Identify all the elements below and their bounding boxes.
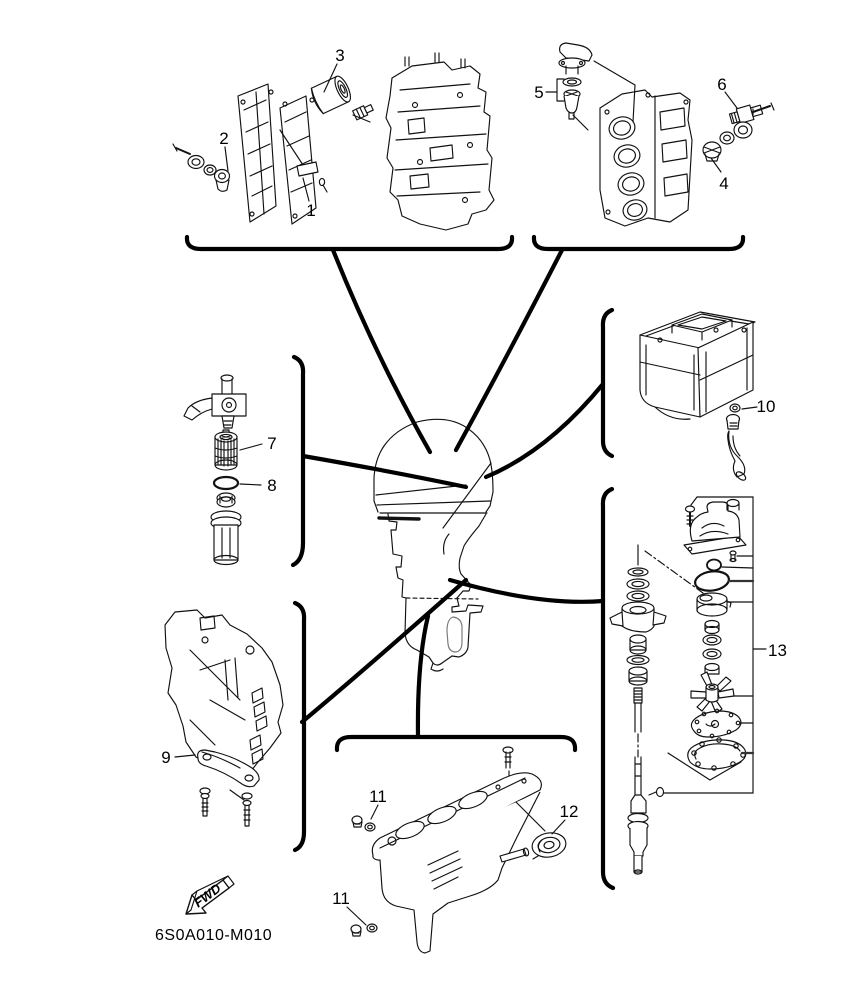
callout-12: 12	[559, 802, 579, 821]
callout-6: 6	[717, 75, 727, 94]
fwd-marker	[186, 876, 234, 914]
group-lower-unit	[332, 747, 578, 953]
callout-9: 9	[161, 748, 171, 767]
impeller-drawing	[691, 672, 734, 713]
fuel-filter-element	[215, 430, 237, 470]
group-water-pump	[610, 497, 787, 874]
fuel-filter-cup	[211, 511, 241, 565]
group-leader-lines	[302, 250, 603, 736]
pump-gasket-drawing	[691, 709, 740, 738]
drawing-code: 6S0A010-M010	[155, 927, 273, 944]
callout-11b: 11	[332, 889, 350, 908]
callout-10: 10	[756, 397, 776, 416]
oil-filter-fitting	[353, 103, 374, 120]
upper-case-drawing	[165, 610, 283, 775]
callout-4: 4	[719, 174, 729, 193]
callout-13: 13	[768, 641, 787, 660]
callout-8: 8	[267, 476, 277, 495]
bracket-oil-pan	[603, 310, 612, 456]
gear-case-drawing	[372, 773, 541, 953]
bracket-cylinder-head	[534, 237, 743, 249]
driveshaft-column	[610, 545, 666, 874]
cylinder-head-drawing	[600, 90, 692, 226]
fuel-filter-o-ring	[214, 477, 238, 489]
bracket-upper-case	[295, 603, 304, 850]
steering-lever-mark	[379, 518, 419, 519]
shaft-clip	[657, 788, 664, 797]
fwd-label: FWD	[190, 880, 224, 911]
pump-outer-plate-drawing	[688, 738, 746, 770]
group-fuel-filter	[184, 375, 277, 565]
group-cylinder-head	[534, 43, 774, 226]
bracket-water-pump	[603, 489, 613, 888]
oil-drain-plug-hose	[727, 404, 748, 482]
oil-pan-drawing	[640, 312, 755, 419]
group-powerhead-left	[173, 46, 494, 230]
head-anode-drawing	[703, 122, 752, 161]
anode-parts-row	[173, 144, 230, 191]
callout-1: 1	[306, 201, 316, 220]
callout-5: 5	[534, 83, 544, 102]
bracket-fuel-filter	[293, 357, 303, 565]
group-oil-pan	[640, 312, 775, 482]
callout-11a: 11	[369, 787, 387, 806]
gear-oil-plug-lower	[351, 924, 377, 936]
filter-cup-nut	[217, 493, 235, 507]
callout-3: 3	[335, 46, 345, 65]
clamp-bracket-bolts	[200, 788, 252, 826]
group-upper-case	[161, 610, 283, 826]
oil-filter-drawing	[309, 74, 353, 115]
crankcase-drawing	[386, 53, 494, 230]
pump-column	[684, 500, 753, 771]
outboard-motor-silhouette	[374, 419, 493, 671]
callout-7: 7	[267, 434, 277, 453]
exhaust-cover-plates	[238, 84, 316, 224]
fuel-cock-drawing	[184, 375, 246, 428]
bracket-powerhead-left	[187, 237, 512, 249]
bracket-lower-unit	[337, 737, 575, 750]
callout-2: 2	[219, 129, 229, 148]
